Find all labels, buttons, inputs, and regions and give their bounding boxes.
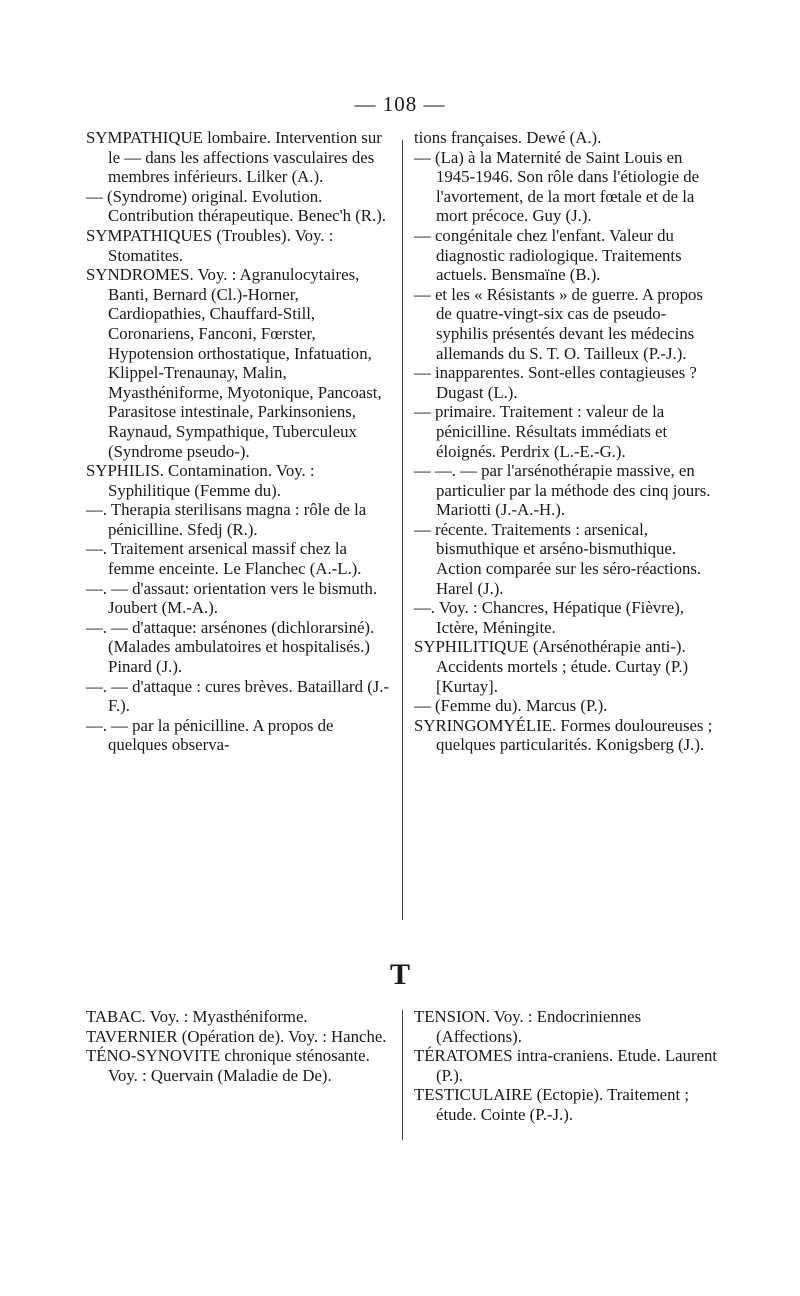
index-entry: —. Therapia sterilisans magna : rôle de la pénicilline. Sfedj (R.).	[86, 500, 367, 539]
index-entry: — congénitale chez l'enfant. Valeur du diagnostic radiologique. Traitements actuels. Bensmaïne (B.).	[414, 225, 682, 285]
index-entry: TABAC. Voy. : Myasthéniforme.	[86, 1007, 308, 1026]
index-entry: — primaire. Traitement : valeur de la pénicilline. Résultats immédiats et éloignés. Perdrix (L.-E.-G.).	[414, 402, 668, 461]
index-entry: TÉNO-SYNOVITE chronique sténosante. Voy. : Quervain (Maladie de De).	[86, 1046, 370, 1085]
index-entry: —. — d'assaut: orientation vers le bismuth. Joubert (M.-A.).	[86, 578, 378, 618]
index-entry: —. — d'attaque: arsénones (dichlorarsiné). (Malades ambulatoires et hospitalisés.) Pinard (J.).	[86, 617, 375, 677]
index-entry: —. Voy. : Chancres, Hépatique (Fièvre), Ictère, Méningite.	[414, 598, 684, 637]
index-entry: — (Syndrome) original. Evolution. Contribution thérapeutique. Benec'h (R.).	[86, 186, 386, 226]
index-entry: TAVERNIER (Opération de). Voy. : Hanche.	[86, 1026, 387, 1046]
section-letter-heading: T	[389, 958, 410, 991]
index-entry: —. Traitement arsenical massif chez la femme enceinte. Le Flanchec (A.-L.).	[86, 539, 362, 579]
index-entry: SYRINGOMYÉLIE. Formes douloureuses ; quelques particularités. Konigsberg (J.).	[414, 715, 713, 755]
index-entry: —. — par la pénicilline. A propos de quelques observa-	[86, 715, 334, 755]
index-entry: SYMPATHIQUES (Troubles). Voy. : Stomatites.	[86, 225, 334, 265]
index-entry: — et les « Résistants » de guerre. A propos de quatre-vingt-six cas de pseudo-syphilis présentés devant les médecins allemands du S. T. O. Tailleux (P.-J.).	[414, 284, 703, 363]
index-entry: TESTICULAIRE (Ectopie). Traitement ; étude. Cointe (P.-J.).	[414, 1085, 689, 1124]
index-entry: TÉRATOMES intra-craniens. Etude. Laurent (P.).	[414, 1046, 718, 1085]
index-entry: — inapparentes. Sont-elles contagieuses ? Dugast (L.).	[414, 363, 697, 402]
index-entry: — (Femme du). Marcus (P.).	[414, 696, 608, 716]
column-divider	[402, 1010, 403, 1140]
index-entry: TENSION. Voy. : Endocriniennes (Affections).	[414, 1007, 642, 1046]
index-column-left-t	[86, 1007, 396, 1085]
page-number: — 108 —	[354, 92, 446, 116]
index-entry: — récente. Traitements : arsenical, bismuthique et arséno-bismuthique. Action comparée sur les séro-réactions. Harel (J.).	[414, 519, 702, 598]
index-entry: — —. — par l'arsénothérapie massive, en particulier par la méthode des cinq jours. Mariotti (J.-A.-H.).	[414, 461, 711, 520]
index-column-left	[86, 128, 396, 755]
index-entry: —. — d'attaque : cures brèves. Bataillard (J.-F.).	[86, 676, 390, 716]
index-column-right-t	[414, 1007, 718, 1125]
index-entry: SYMPATHIQUE lombaire. Intervention sur le — dans les affections vasculaires des membres inférieurs. Lilker (A.).	[86, 128, 382, 187]
index-entry: tions françaises. Dewé (A.).	[414, 128, 602, 147]
index-column-right	[414, 128, 718, 755]
index-entry: SYNDROMES. Voy. : Agranulocytaires, Banti, Bernard (Cl.)-Horner, Cardiopathies, Chauffard-Still, Coronariens, Fanconi, Fœrster, Hypotension orthostatique, Infatuation, Klippel-Trenaunay, Malin, Myasthéniforme, Myotonique, Pancoast, Parasitose intestinale, Parkinsoniens, Raynaud, Sympathique, Tuberculeux (Syndrome pseudo-).	[86, 265, 382, 461]
index-entry: — (La) à la Maternité de Saint Louis en 1945-1946. Son rôle dans l'étiologie de l'avortement, de la mort fœtale et de la mort précoce. Guy (J.).	[414, 147, 700, 226]
index-entry: SYPHILITIQUE (Arsénothérapie anti-). Accidents mortels ; étude. Curtay (P.) [Kurtay].	[414, 637, 689, 696]
index-entry: SYPHILIS. Contamination. Voy. : Syphilitique (Femme du).	[86, 461, 315, 500]
column-divider	[402, 140, 403, 920]
